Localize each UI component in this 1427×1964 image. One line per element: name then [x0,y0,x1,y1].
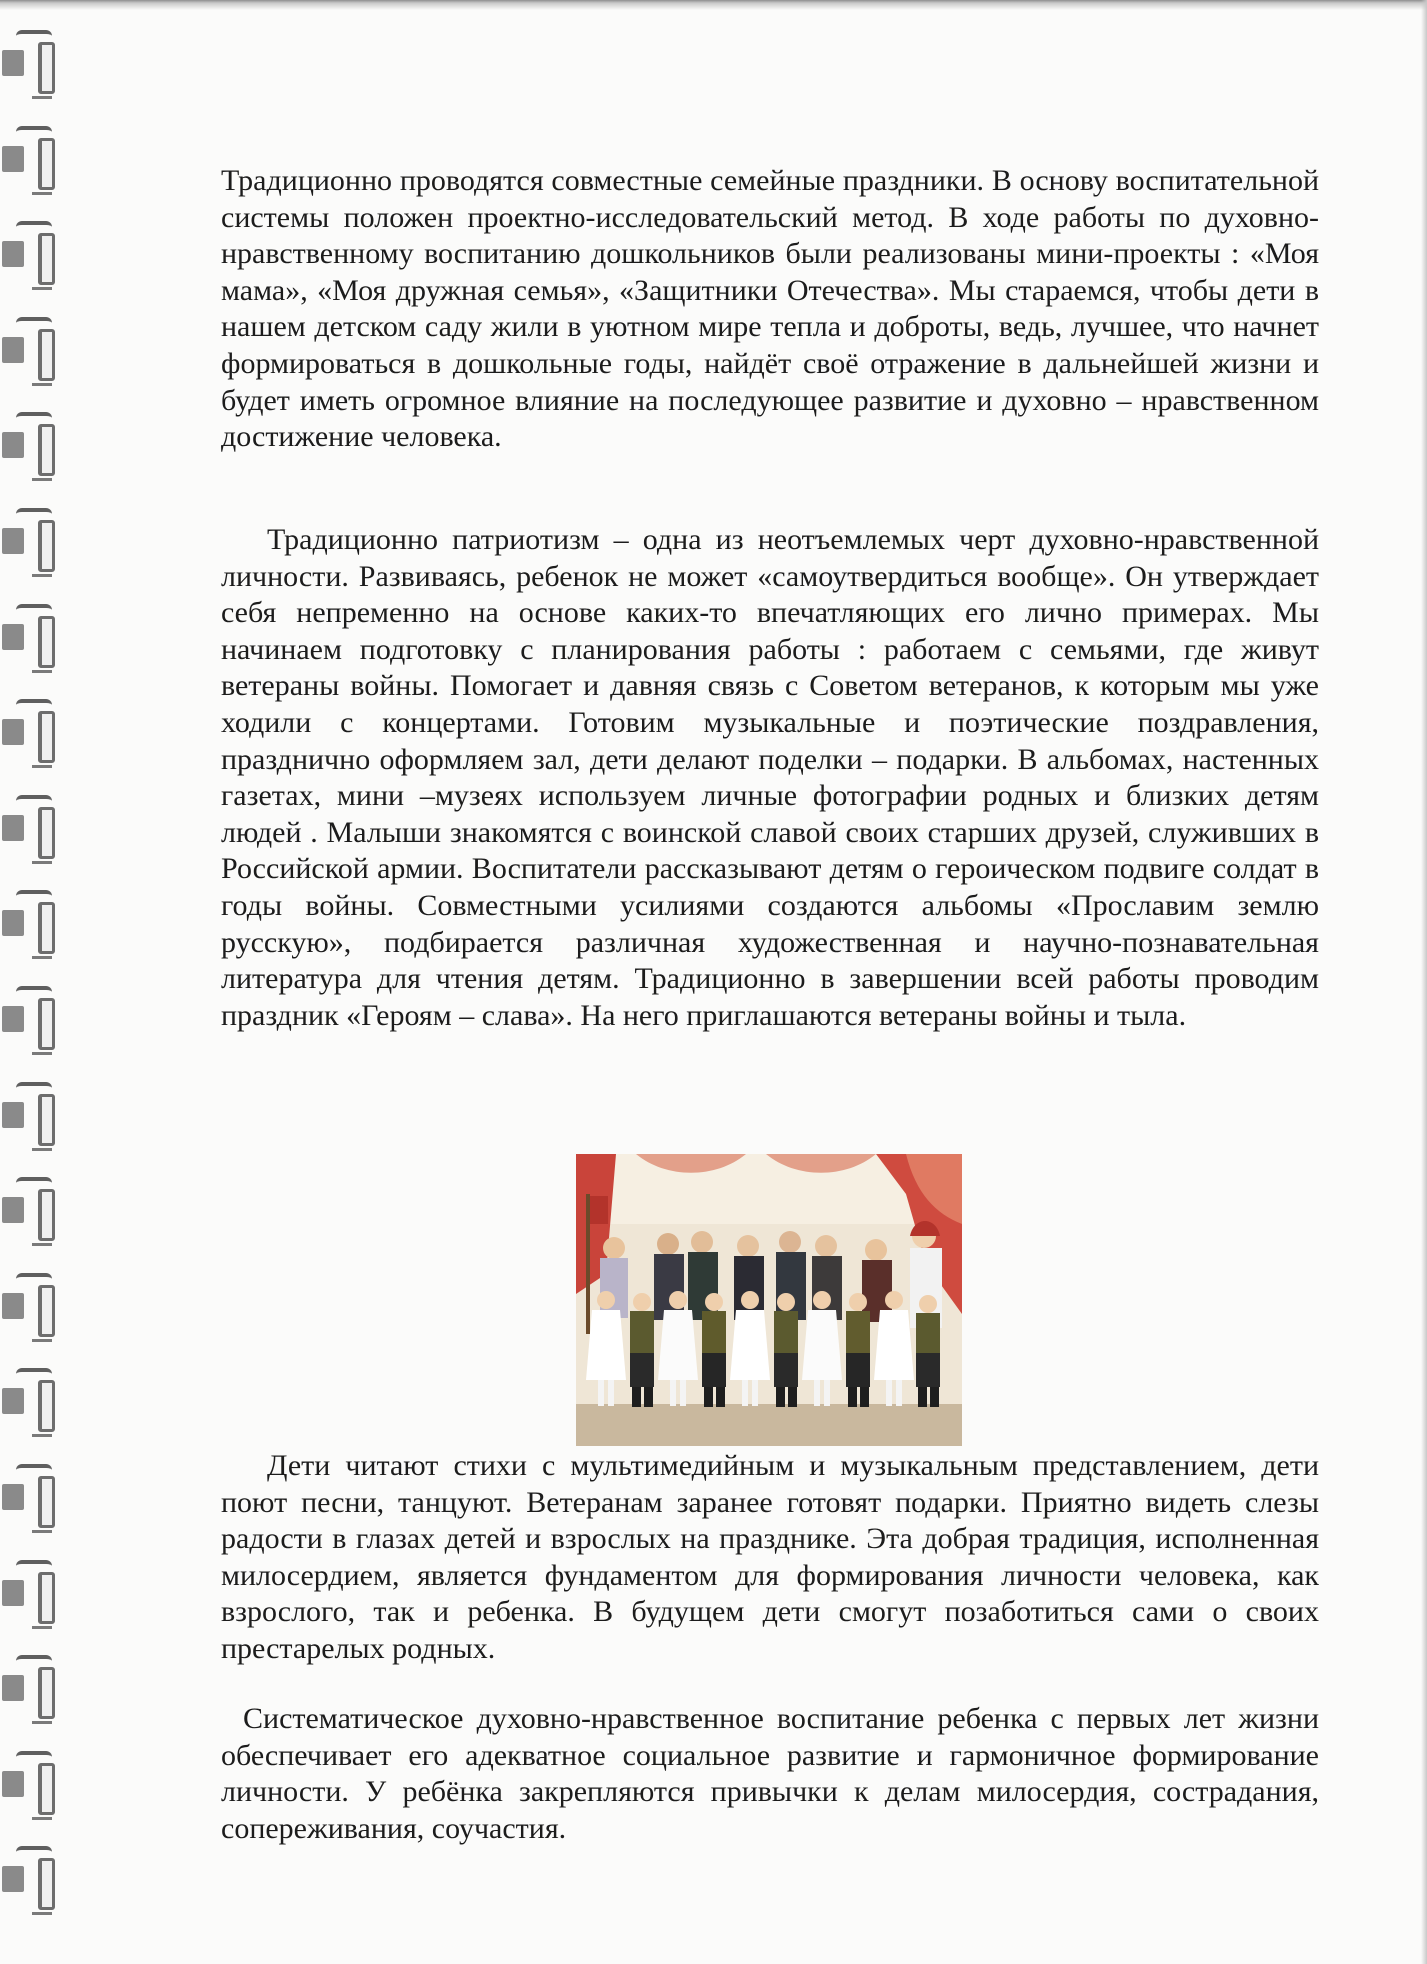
binding-ring [2,1560,62,1628]
binding-ring [2,1177,62,1245]
binding-ring [2,1655,62,1723]
paragraph-systematic-education: Систематическое духовно-нравственное воспитание ребенка с первых лет жизни обеспечивает его адекватное социальное развитие и гармоничное формирование личности. У ребёнка закрепляются привычки к делам милосердия, сострадания, сопереживания, соучастия. [221,1702,1319,1845]
binding-ring [2,1464,62,1532]
paragraph-celebration: Дети читают стихи с мультимедийным и музыкальным представлением, дети поют песни, танцуют. Ветеранам заранее готовят подарки. Приятно видеть слезы радости в глазах детей и взрослых на празднике. Эта добрая традиция, исполненная милосердием, является фундаментом для формирования личности человека, как взрослого, так и ребенка. В будущем дети смогут позаботиться сами о своих престарелых родных. [221,1449,1319,1665]
binding-ring [2,604,62,672]
binding-ring [2,508,62,576]
veterans-celebration-photo [576,1154,962,1446]
binding-ring [2,1368,62,1436]
binding-ring [2,986,62,1054]
binding-ring [2,795,62,863]
binding-ring [2,126,62,194]
binding-ring [2,412,62,480]
binding-ring [2,1751,62,1819]
binding-ring [2,221,62,289]
binding-ring [2,1082,62,1150]
binding-ring [2,1846,62,1914]
binding-ring [2,890,62,958]
paragraph-family-holidays: Традиционно проводятся совместные семейные праздники. В основу воспитательной системы положен проектно-исследовательский метод. В ходе работы по духовно-нравственному воспитанию дошкольников были реализованы мини-проекты : «Моя мама», «Моя дружная семья», «Защитники Отечества». Мы стараемся, чтобы дети в нашем детском саду жили в уютном мире тепла и доброты, ведь, лучшее, что начнет формироваться в дошкольные годы, найдёт своё отражение в дальнейшей жизни и будет иметь огромное влияние на последующее развитие и духовно – нравственном достижение человека. [221,164,1319,454]
scan-right-edge [1421,0,1427,1964]
binding-ring [2,30,62,98]
binding-ring [2,699,62,767]
paragraph-patriotism: Традиционно патриотизм – одна из неотъемлемых черт духовно-нравственной личности. Развиваясь, ребенок не может «самоутвердиться вообще». Он утверждает себя непременно на основе каких-то впечатляющих его лично примерах. Мы начинаем подготовку с планирования работы : работаем с семьями, где живут ветераны войны. Помогает и давняя связь с Советом ветеранов, к которым мы уже ходили с концертами. Готовим музыкальные и поэтические поздравления, празднично оформляем зал, дети делают поделки – подарки. В альбомах, настенных газетах, мини –музеях используем личные фотографии родных и близких детям людей . Малыши знакомятся с воинской славой своих старших друзей, служивших в Российской армии. Воспитатели рассказывают детям о героическом подвиге солдат в годы войны. Совместными усилиями создаются альбомы «Прославим землю русскую», подбирается различная художественная и научно-познавательная литература для чтения детям. Традиционно в завершении всей работы проводим праздник «Героям – слава». На него приглашаются ветераны войны и тыла. [221,523,1319,1032]
spiral-binding [0,0,72,1964]
scan-top-edge [0,0,1427,10]
binding-ring [2,317,62,385]
binding-ring [2,1273,62,1341]
